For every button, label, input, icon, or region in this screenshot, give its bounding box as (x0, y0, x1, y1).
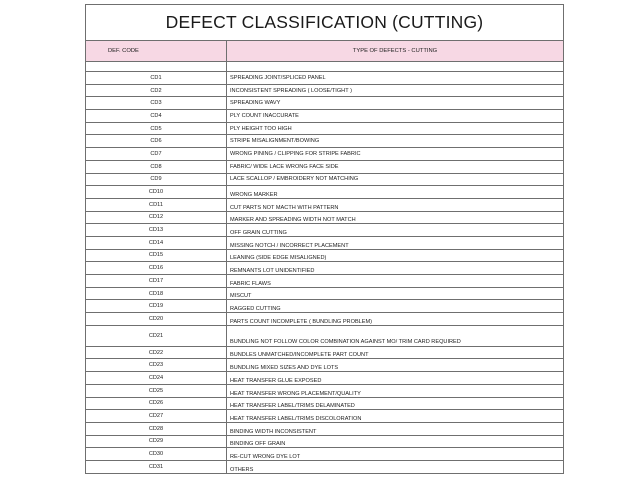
defect-type-cell: SPREADING WAVY (227, 97, 564, 110)
header-def-code: DEF. CODE (86, 41, 227, 62)
table-row (86, 300, 564, 313)
defect-code-cell: CD1 (86, 72, 227, 85)
table-row (86, 448, 564, 461)
defect-code-cell: CD23 (86, 359, 227, 372)
table-row (86, 346, 564, 359)
defect-type-cell: BUNDLES UNMATCHED/INCOMPLETE PART COUNT (227, 346, 564, 359)
table-row (86, 397, 564, 410)
defect-code-cell: CD29 (86, 435, 227, 448)
table-title: DEFECT CLASSIFICATION (CUTTING) (86, 5, 564, 41)
table-row (86, 249, 564, 262)
defect-code-cell: CD9 (86, 173, 227, 186)
defect-type-cell: PLY HEIGHT TOO HIGH (227, 122, 564, 135)
defect-type-cell: MARKER AND SPREADING WIDTH NOT MATCH (227, 211, 564, 224)
defect-type-cell: WRONG MARKER (227, 186, 564, 199)
defect-type-cell: LACE SCALLOP / EMBROIDERY NOT MATCHING (227, 173, 564, 186)
defect-type-cell: HEAT TRANSFER LABEL/TRIMS DELAMINATED (227, 397, 564, 410)
table-row (86, 173, 564, 186)
defect-code-cell: CD28 (86, 422, 227, 435)
defect-code-cell: CD26 (86, 397, 227, 410)
defect-code-cell: CD25 (86, 384, 227, 397)
defect-code-cell: CD16 (86, 262, 227, 275)
table-row (86, 160, 564, 173)
table-row (86, 287, 564, 300)
table-row (86, 110, 564, 123)
table-row (86, 84, 564, 97)
defect-type-cell: BINDING WIDTH INCONSISTENT (227, 422, 564, 435)
defect-code-cell: CD8 (86, 160, 227, 173)
defect-type-cell: WRONG PINING / CLIPPING FOR STRIPE FABRIC (227, 148, 564, 161)
defect-table (85, 4, 564, 474)
defect-code-cell: CD2 (86, 84, 227, 97)
defect-code-cell: CD13 (86, 224, 227, 237)
table-row (86, 97, 564, 110)
defect-type-cell: HEAT TRANSFER LABEL/TRIMS DISCOLORATION (227, 410, 564, 423)
table-row (86, 72, 564, 85)
header-row (86, 41, 564, 62)
defect-code-cell: CD21 (86, 325, 227, 346)
defect-type-cell: INCONSISTENT SPREADING ( LOOSE/TIGHT ) (227, 84, 564, 97)
defect-type-cell: PARTS COUNT INCOMPLETE ( BUNDLING PROBLEM) (227, 313, 564, 326)
table-row (86, 122, 564, 135)
table-row (86, 325, 564, 346)
defect-code-cell: CD10 (86, 186, 227, 199)
defect-code-cell: CD27 (86, 410, 227, 423)
table-row (86, 275, 564, 288)
spacer-row (86, 62, 564, 72)
defect-type-cell: LEANING (SIDE EDGE MISALIGNED) (227, 249, 564, 262)
defect-type-cell: BUNDLING MIXED SIZES AND DYE LOTS (227, 359, 564, 372)
defect-code-cell: CD19 (86, 300, 227, 313)
defect-code-cell: CD6 (86, 135, 227, 148)
table-row (86, 372, 564, 385)
defect-code-cell: CD7 (86, 148, 227, 161)
defect-code-cell: CD22 (86, 346, 227, 359)
defect-code-cell: CD15 (86, 249, 227, 262)
defect-type-cell: OFF GRAIN CUTTING (227, 224, 564, 237)
title-row (86, 5, 564, 41)
defect-code-cell: CD3 (86, 97, 227, 110)
spacer-cell (227, 62, 564, 72)
defect-code-cell: CD18 (86, 287, 227, 300)
table-row (86, 262, 564, 275)
table-row (86, 186, 564, 199)
table-row (86, 236, 564, 249)
defect-type-cell: HEAT TRANSFER GLUE EXPOSED (227, 372, 564, 385)
defect-code-cell: CD24 (86, 372, 227, 385)
defect-type-cell: SPREADING JOINT/SPLICED PANEL (227, 72, 564, 85)
defect-type-cell: BUNDLING NOT FOLLOW COLOR COMBINATION AGAINST MO/ TRIM CARD REQUIRED (227, 325, 564, 346)
defect-code-cell: CD17 (86, 275, 227, 288)
defect-type-cell: PLY COUNT INACCURATE (227, 110, 564, 123)
defect-type-cell: STRIPE MISALIGNMENT/BOWING (227, 135, 564, 148)
table-row (86, 211, 564, 224)
defect-type-cell: RAGGED CUTTING (227, 300, 564, 313)
table-row (86, 313, 564, 326)
defect-code-cell: CD12 (86, 211, 227, 224)
table-row (86, 410, 564, 423)
table-row (86, 435, 564, 448)
defect-type-cell: FABRIC FLAWS (227, 275, 564, 288)
defect-type-cell: RE-CUT WRONG DYE LOT (227, 448, 564, 461)
defect-code-cell: CD4 (86, 110, 227, 123)
table-row (86, 135, 564, 148)
defect-type-cell: REMNANTS LOT UNIDENTIFIED (227, 262, 564, 275)
defect-code-cell: CD5 (86, 122, 227, 135)
defect-type-cell: CUT PARTS NOT MACTH WITH PATTERN (227, 198, 564, 211)
table-row (86, 148, 564, 161)
table-row (86, 460, 564, 473)
table-row (86, 359, 564, 372)
table-row (86, 224, 564, 237)
defect-type-cell: OTHERS (227, 460, 564, 473)
table-row (86, 422, 564, 435)
spacer-cell (86, 62, 227, 72)
defect-type-cell: FABRIC/ WIDE LACE WRONG FACE SIDE (227, 160, 564, 173)
table-row (86, 384, 564, 397)
defect-code-cell: CD14 (86, 236, 227, 249)
table-row (86, 198, 564, 211)
defect-type-cell: MISCUT (227, 287, 564, 300)
defect-code-cell: CD31 (86, 460, 227, 473)
defect-code-cell: CD30 (86, 448, 227, 461)
defect-code-cell: CD11 (86, 198, 227, 211)
defect-code-cell: CD20 (86, 313, 227, 326)
defect-type-cell: MISSING NOTCH / INCORRECT PLACEMENT (227, 236, 564, 249)
header-type-of-defects: TYPE OF DEFECTS - CUTTING (227, 41, 564, 62)
defect-type-cell: BINDING OFF GRAIN (227, 435, 564, 448)
defect-type-cell: HEAT TRANSFER WRONG PLACEMENT/QUALITY (227, 384, 564, 397)
